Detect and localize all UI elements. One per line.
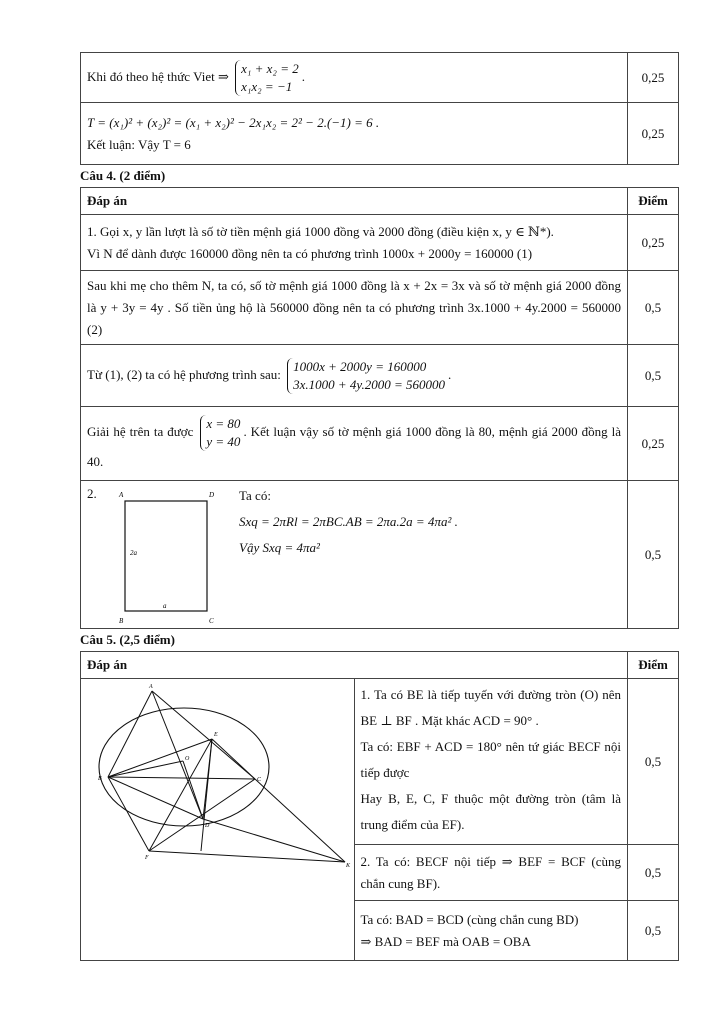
rectangle-figure — [101, 481, 261, 629]
answer-text: Ta có: — [239, 488, 271, 503]
viet-system — [235, 60, 299, 96]
table-header-row — [81, 652, 679, 679]
score-cell: 0,25 — [628, 407, 679, 481]
table-row — [81, 53, 679, 103]
score-cell: 0,5 — [628, 345, 679, 407]
answer-line: Vì N để dành được 160000 đồng nên ta có phương trình 1000x + 2000y = 160000 (1) — [87, 245, 533, 261]
score-cell: 0,5 — [628, 845, 679, 901]
document-page — [80, 52, 680, 961]
table-header-row — [81, 188, 679, 215]
circle-o — [99, 708, 269, 826]
header-score: Điểm — [628, 188, 679, 215]
solution-system — [200, 415, 240, 451]
answer-text: Ta có: BAD = BCD (cùng chắn cung BD) — [360, 911, 579, 927]
answer-text: ⇒ BAD = BEF mà OAB = OBA — [360, 933, 531, 949]
answer-cell — [354, 901, 628, 961]
answer-cell — [81, 103, 628, 165]
label-2a: 2a — [130, 549, 137, 557]
label-D: D — [205, 823, 210, 829]
figure-cell — [81, 679, 355, 961]
formula-area: Sxq = 2πRl = 2πBC.AB = 2πa.2a = 4πa² . — [239, 514, 458, 529]
rectangle-abcd — [125, 501, 207, 611]
cau5-table — [80, 651, 679, 961]
cau4-title: Câu 4. (2 điểm) — [80, 168, 166, 183]
label-C: C — [209, 617, 214, 625]
part-number: 2. — [87, 486, 97, 501]
table-row — [81, 215, 679, 271]
score-cell: 0,25 — [628, 53, 679, 103]
system-line: x₁x₂ = −1 — [241, 78, 293, 94]
header-answer: Đáp án — [81, 188, 628, 215]
answer-text: . Kết luận vậy số tờ mệnh giá 1000 đồng là 80, mệnh giá 2000 đồng là 40. — [87, 423, 622, 469]
system-line: y = 40 — [206, 433, 241, 449]
label-E: E — [214, 732, 218, 738]
answer-text: Ta có: EBF + ACD = 180° nên tứ giác BECF nội tiếp được — [360, 739, 621, 780]
answer-cell: 2. Ta có: BECF nội tiếp ⇒ BEF = BCF (cùng chắn cung BF). — [354, 845, 628, 901]
score-cell: 0,25 — [628, 215, 679, 271]
label-a: a — [163, 602, 167, 610]
answer-cell — [81, 215, 628, 271]
answer-cell — [354, 679, 628, 845]
score-cell: 0,5 — [628, 679, 679, 845]
answer-cell — [81, 481, 628, 629]
answer-cell: Sau khi mẹ cho thêm N, ta có, số tờ mệnh giá 1000 đồng là x + 2x = 3x và số tờ mệnh giá 2000 đồng là y + 3y = 4y . Số tiền ủng hộ là 560000 đồng nên ta có phương trình 3x.1000 + 4y.2000 = 560000 (2) — [81, 271, 628, 345]
score-cell: 0,5 — [628, 271, 679, 345]
cau4-table — [80, 187, 679, 629]
label-A: A — [119, 491, 124, 499]
system-line: 3x.1000 + 4y.2000 = 560000 — [293, 376, 446, 392]
equation-system — [287, 358, 445, 394]
score-cell: 0,25 — [628, 103, 679, 165]
area-solution — [239, 483, 458, 561]
label-B: B — [119, 617, 124, 625]
table-row — [81, 103, 679, 165]
table-row — [81, 407, 679, 481]
label-F: F — [145, 855, 149, 861]
answer-line: 1. Gọi x, y lần lượt là số tờ tiền mệnh giá 1000 đồng và 2000 đồng (điều kiện x, y ∈ ℕ*). — [87, 223, 554, 239]
score-cell: 0,5 — [628, 901, 679, 961]
label-C: C — [257, 777, 262, 783]
header-answer: Đáp án — [81, 652, 628, 679]
answer-cell: Từ (1), (2) ta có hệ phương trình sau: 1000x + 2000y = 160000 3x.1000 + 4y.2000 = 560000 . — [81, 345, 628, 407]
score-cell: 0,5 — [628, 481, 679, 629]
formula-T: T = (x₁)² + (x₂)² = (x₁ + x₂)² − 2x₁x₂ = 2² − 2.(−1) = 6 . — [87, 114, 380, 130]
label-K: K — [346, 863, 351, 869]
label-O: O — [185, 756, 190, 762]
system-line: x₁ + x₂ = 2 — [241, 60, 299, 76]
conclusion-text: Kết luận: Vậy T = 6 — [87, 136, 191, 152]
label-A: A — [149, 684, 153, 690]
cau3-table — [80, 52, 679, 165]
header-score: Điểm — [628, 652, 679, 679]
table-row — [81, 345, 679, 407]
table-row — [81, 271, 679, 345]
system-line: x = 80 — [206, 415, 241, 431]
viet-text: Khi đó theo hệ thức Viet ⇒ — [87, 68, 229, 84]
answer-text: 1. Ta có BE là tiếp tuyến với đường tròn (O) nên BE ⊥ BF . Mặt khác ACD = 90° . — [360, 687, 621, 728]
answer-text: Từ (1), (2) ta có hệ phương trình sau: — [87, 366, 281, 382]
answer-cell: Khi đó theo hệ thức Viet ⇒ x₁ + x₂ = 2 x₁x₂ = −1 . — [81, 53, 628, 103]
answer-text: Giải hệ trên ta được — [87, 423, 194, 439]
answer-cell — [81, 407, 628, 481]
system-line: 1000x + 2000y = 160000 — [293, 358, 427, 374]
result-area: Vậy Sxq = 4πa² — [239, 540, 320, 555]
table-row — [81, 679, 679, 845]
cau5-title: Câu 5. (2,5 điểm) — [80, 632, 175, 647]
answer-text: Hay B, E, C, F thuộc một đường tròn (tâm là trung điểm của EF). — [360, 791, 621, 832]
table-row — [81, 481, 679, 629]
label-B: B — [98, 776, 102, 782]
label-D: D — [209, 491, 215, 499]
geometry-figure — [81, 679, 353, 869]
